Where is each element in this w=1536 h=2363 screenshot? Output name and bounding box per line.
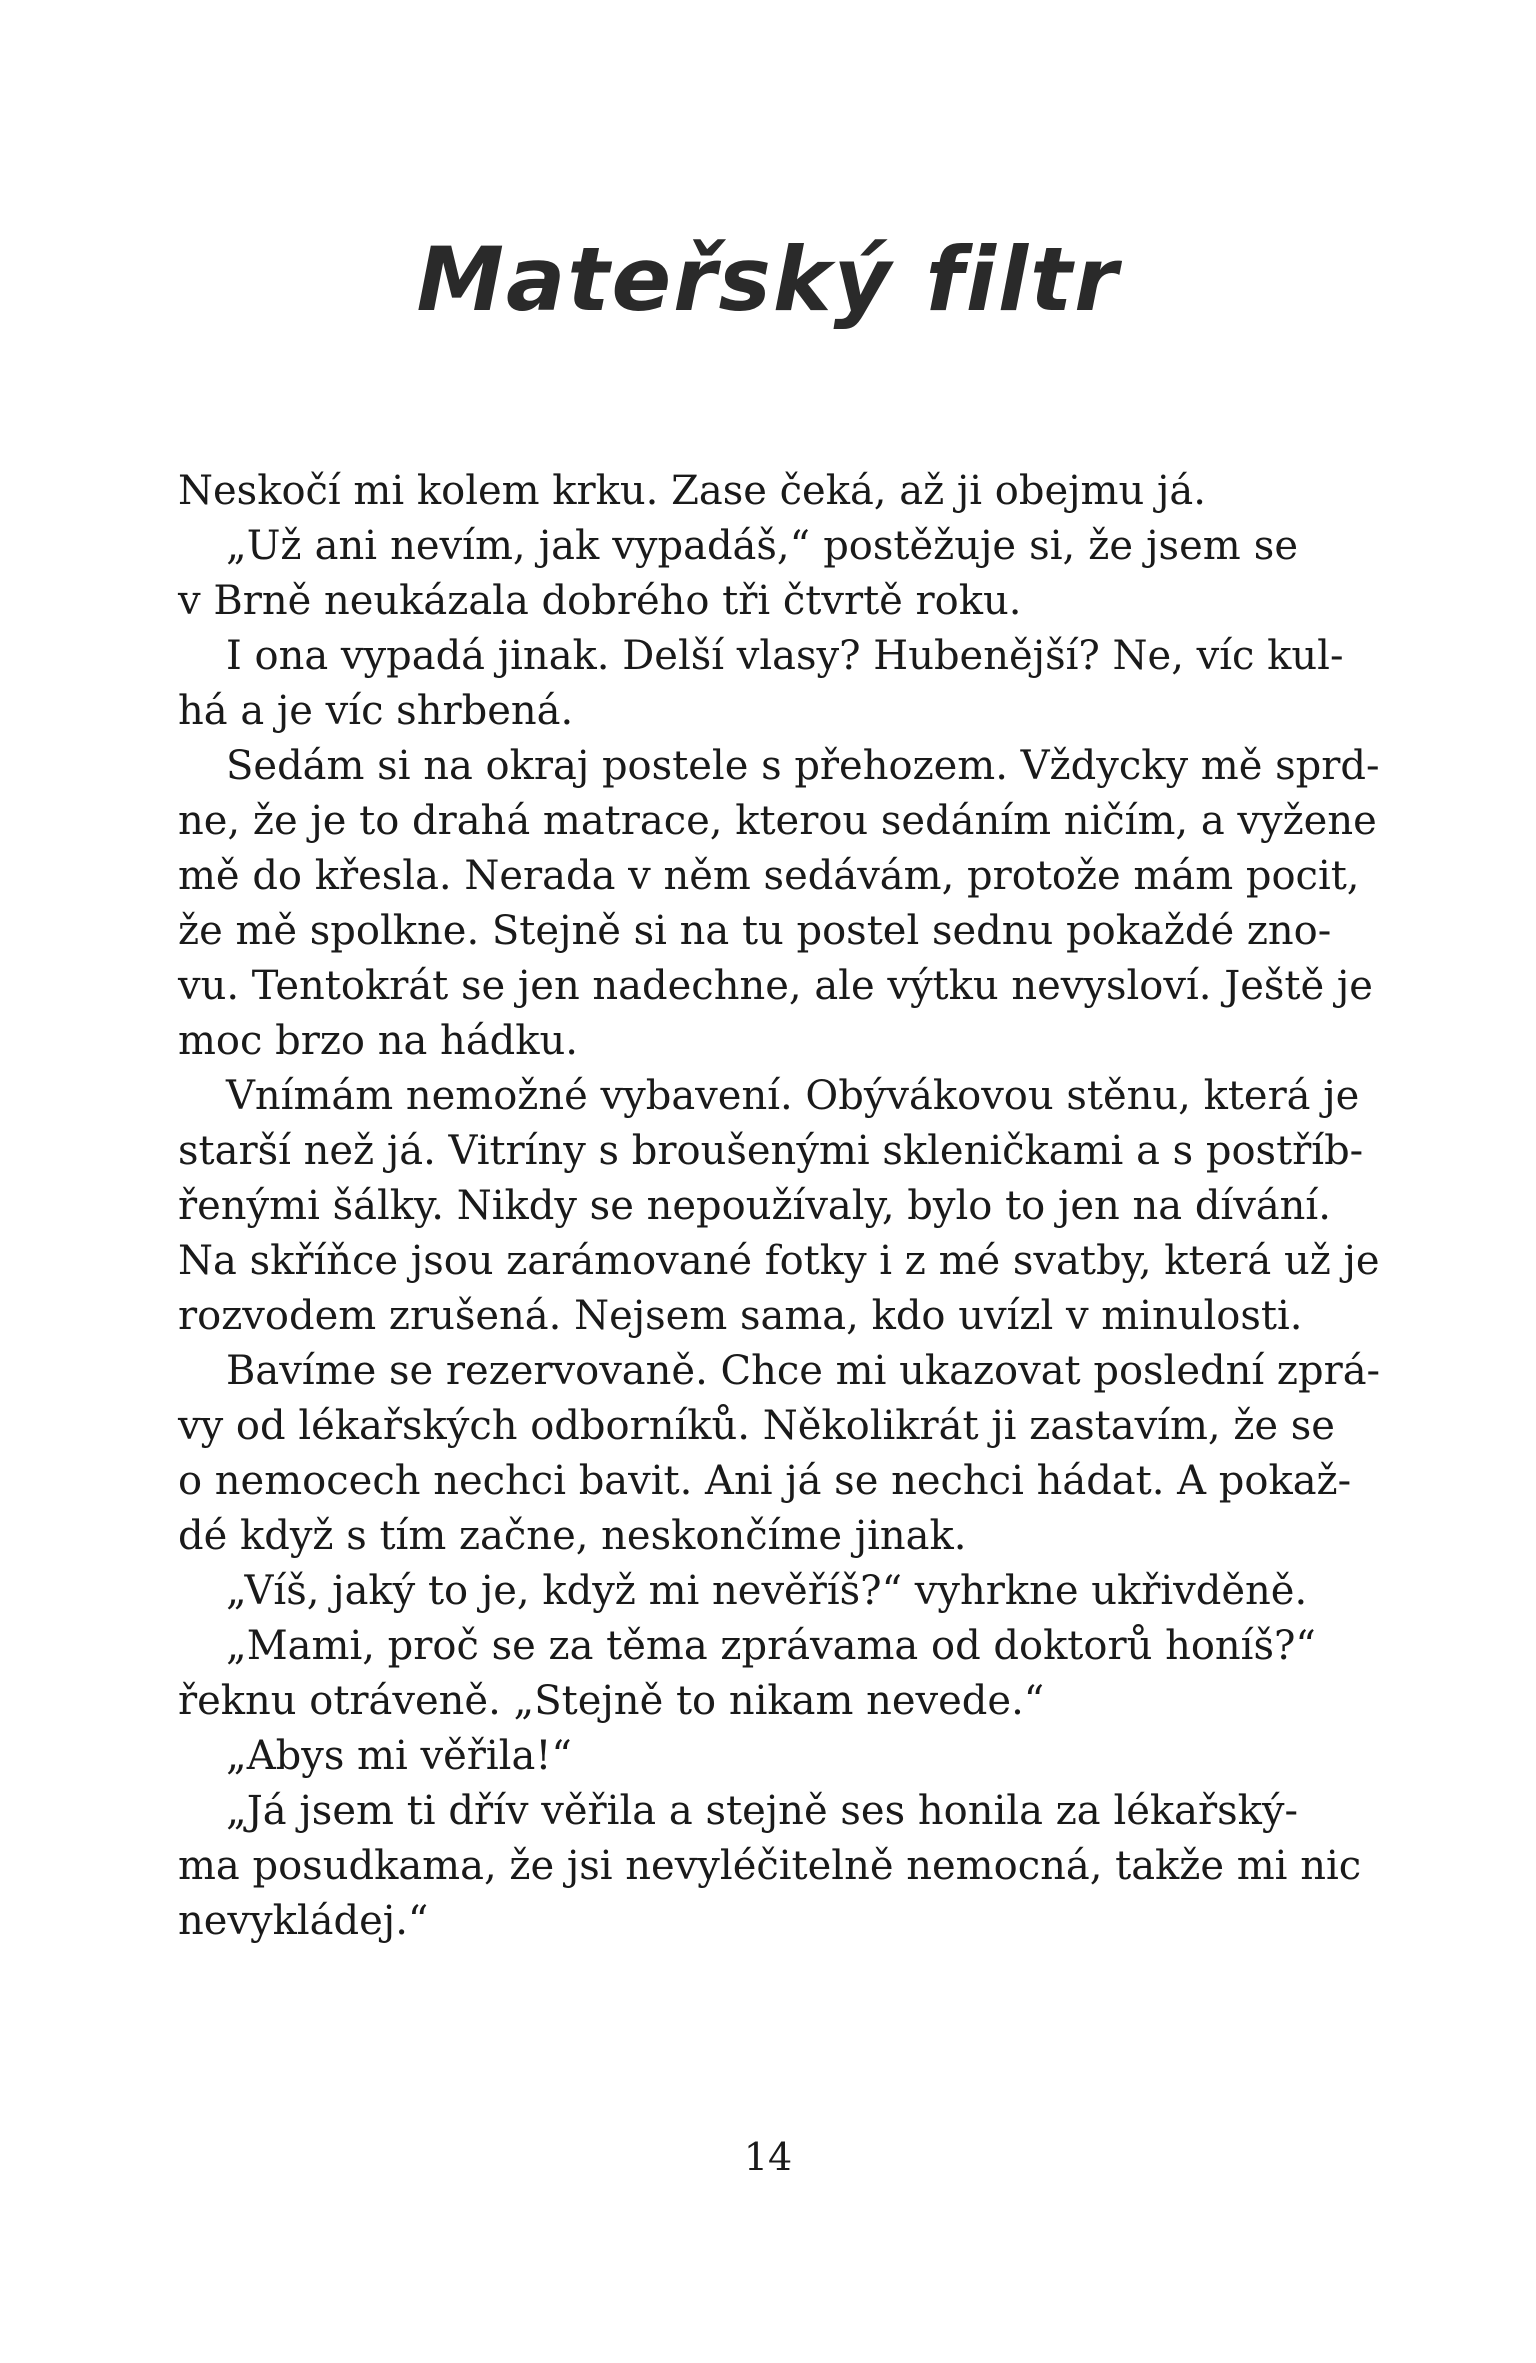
text-line: o nemocech nechci bavit. Ani já se nechci hádat. A pokaž- bbox=[178, 1458, 1352, 1504]
paragraph bbox=[178, 1729, 1298, 1784]
paragraph bbox=[178, 1564, 1308, 1619]
text-line: že mě spolkne. Stejně si na tu postel sednu pokaždé zno- bbox=[178, 908, 1332, 954]
body-text bbox=[178, 464, 1381, 1949]
text-line: há a je víc shrbená. bbox=[178, 688, 574, 734]
text-line: vu. Tentokrát se jen nadechne, ale výtku nevysloví. Ještě je bbox=[178, 963, 1373, 1009]
text-line: Na skříňce jsou zarámované fotky i z mé svatby, která už je bbox=[178, 1238, 1380, 1284]
text-line: starší než já. Vitríny s broušenými skleničkami a s postříb- bbox=[178, 1128, 1364, 1174]
paragraph bbox=[178, 739, 1380, 1069]
text-line: mě do křesla. Nerada v něm sedávám, protože mám pocit, bbox=[178, 853, 1360, 899]
text-line: „Mami, proč se za těma zprávama od doktorů honíš?“ bbox=[226, 1623, 1316, 1669]
chapter-title: Mateřský filtr bbox=[416, 228, 1120, 331]
text-line: řeknu otráveně. „Stejně to nikam nevede.“ bbox=[178, 1678, 1045, 1724]
text-line: Vnímám nemožné vybavení. Obývákovou stěnu, která je bbox=[226, 1073, 1360, 1119]
paragraph bbox=[178, 1784, 1362, 1949]
text-line: „Už ani nevím, jak vypadáš,“ postěžuje si, že jsem se bbox=[226, 523, 1298, 569]
paragraph bbox=[178, 1344, 1381, 1564]
paragraph bbox=[178, 1069, 1380, 1344]
text-line: v Brně neukázala dobrého tři čtvrtě roku. bbox=[178, 578, 1022, 624]
text-line: Bavíme se rezervovaně. Chce mi ukazovat poslední zprá- bbox=[226, 1348, 1381, 1394]
text-line: Sedám si na okraj postele s přehozem. Vždycky mě sprd- bbox=[226, 743, 1380, 789]
text-line: „Já jsem ti dřív věřila a stejně ses honila za lékařský- bbox=[226, 1788, 1298, 1834]
text-line: „Abys mi věřila!“ bbox=[226, 1733, 572, 1779]
text-line: vy od lékařských odborníků. Několikrát ji zastavím, že se bbox=[178, 1403, 1335, 1449]
text-line: moc brzo na hádku. bbox=[178, 1018, 578, 1064]
text-line: ne, že je to drahá matrace, kterou sedáním ničím, a vyžene bbox=[178, 798, 1377, 844]
text-line: řenými šálky. Nikdy se nepoužívaly, bylo to jen na dívání. bbox=[178, 1183, 1331, 1229]
paragraph bbox=[178, 464, 1298, 519]
paragraph bbox=[178, 629, 1344, 739]
text-line: dé když s tím začne, neskončíme jinak. bbox=[178, 1513, 967, 1559]
paragraph bbox=[178, 1619, 1316, 1729]
text-line: Neskočí mi kolem krku. Zase čeká, až ji obejmu já. bbox=[178, 468, 1206, 514]
paragraph bbox=[178, 519, 1298, 629]
text-line: I ona vypadá jinak. Delší vlasy? Hubenější? Ne, víc kul- bbox=[226, 633, 1344, 679]
page-number: 14 bbox=[743, 2135, 793, 2179]
text-line: „Víš, jaký to je, když mi nevěříš?“ vyhrkne ukřivděně. bbox=[226, 1568, 1308, 1614]
text-line: rozvodem zrušená. Nejsem sama, kdo uvízl v minulosti. bbox=[178, 1293, 1303, 1339]
text-line: nevykládej.“ bbox=[178, 1898, 429, 1944]
text-line: ma posudkama, že jsi nevyléčitelně nemocná, takže mi nic bbox=[178, 1843, 1362, 1889]
